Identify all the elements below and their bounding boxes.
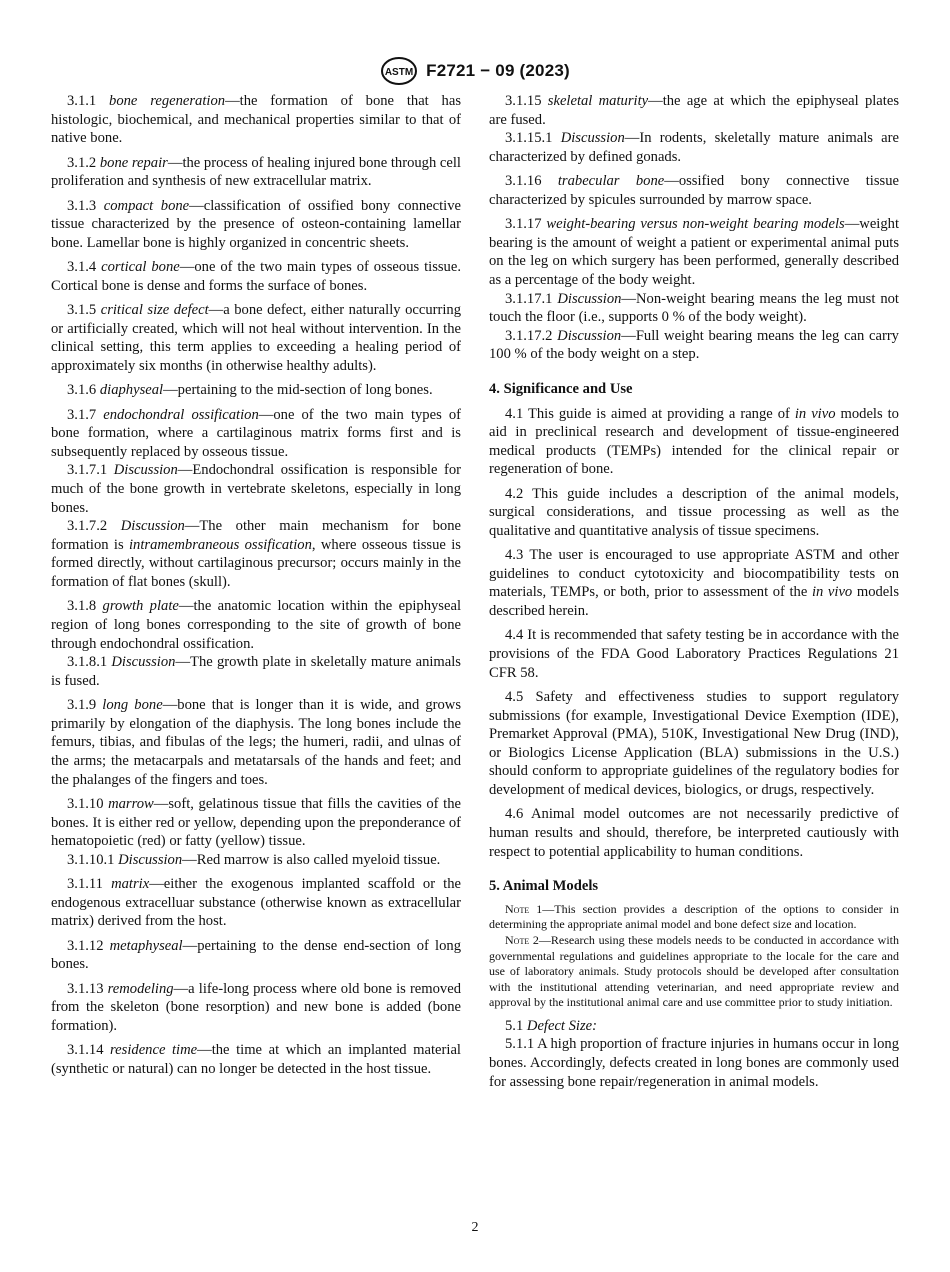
definition-3-1-8: 3.1.8 growth plate—the anatomic location within the epiphyseal region of long bones corresponding to the site of growth of bone through endochondral ossification. xyxy=(51,598,461,652)
paragraph-4-1: 4.1 This guide is aimed at providing a range of in vivo models to aid in preclinical research and development of tissue-engineered medical products (TEMPs) intended for the clinical repair or regeneration of bone. xyxy=(489,405,899,478)
page-header xyxy=(0,56,950,86)
paragraph-4-3: 4.3 The user is encouraged to use appropriate ASTM and other guidelines to conduct cytotoxicity and biocompatibility tests on materials, TEMPs, or both, prior to assessment of the in vivo models described herein. xyxy=(489,547,900,620)
section-5-heading: 5. Animal Models xyxy=(489,878,599,895)
paragraph-5-1: 5.1 Defect Size: xyxy=(505,1017,598,1034)
note-1: Note 1—This section provides a description of the options to consider in determining the appropriate animal model and bone defect size and location. xyxy=(489,901,899,932)
paragraph-5-1-1: 5.1.1 A high proportion of fracture injuries in humans occur in long bones. Accordingly, defects created in long bones are commonly used for assessing bone repair/regeneration in animal models. xyxy=(489,1036,899,1090)
definition-3-1-2: 3.1.2 bone repair—the process of healing injured bone through cell proliferation and synthesis of new extracellular matrix. xyxy=(51,154,461,190)
paragraph-4-4: 4.4 It is recommended that safety testing be in accordance with the provisions of the FDA Good Laboratory Practices Regulations 21 CFR 58. xyxy=(489,627,899,681)
definition-3-1-13: 3.1.13 remodeling—a life-long process where old bone is removed from the skeleton (bone resorption) and new bone is added (bone formation). xyxy=(51,980,461,1034)
discussion-3-1-7-1: 3.1.7.1 Discussion—Endochondral ossification is responsible for much of the bone growth in vertebrate skeletons, especially in long bones. xyxy=(51,462,461,516)
definition-3-1-3: 3.1.3 compact bone—classification of ossified bony connective tissue characterized by the presence of osteon-containing lamellar bone. Lamellar bone is highly organized in concentric sheets. xyxy=(51,197,461,251)
discussion-3-1-15-1: 3.1.15.1 Discussion—In rodents, skeletally mature animals are characterized by defined gonads. xyxy=(489,130,899,165)
paragraph-4-2: 4.2 This guide includes a description of the animal models, surgical considerations, and tissue processing as well as the qualitative and quantitative analysis of tissue specimens. xyxy=(489,485,899,539)
definition-3-1-1: 3.1.1 bone regeneration—the formation of bone that has histologic, biochemical, and mechanical properties similar to that of native bone. xyxy=(51,93,462,147)
definition-3-1-9: 3.1.9 long bone—bone that is longer than it is wide, and grows primarily by elongation of the diaphysis. The long bones include the femurs, tibias, and fibulas of the legs; the humeri, radii, and ulnas of the arms; the metacarpals and metatarsals of the hands and feet; and the phalanges of the fingers and toes. xyxy=(51,697,462,788)
definition-3-1-4: 3.1.4 cortical bone—one of the two main types of osseous tissue. Cortical bone is dense and forms the surface of bones. xyxy=(51,259,461,294)
definition-3-1-15: 3.1.15 skeletal maturity—the age at which the epiphyseal plates are fused. xyxy=(489,93,899,128)
left-column xyxy=(51,92,461,1084)
discussion-3-1-8-1: 3.1.8.1 Discussion—The growth plate in skeletally mature animals is fused. xyxy=(51,654,461,689)
definition-3-1-14: 3.1.14 residence time—the time at which an implanted material (synthetic or natural) can no longer be detected in the host tissue. xyxy=(51,1042,461,1077)
paragraph-4-6: 4.6 Animal model outcomes are not necessarily predictive of human results and should, therefore, be interpreted cautiously with respect to potential applicability to human conditions. xyxy=(489,806,899,860)
definition-3-1-16: 3.1.16 trabecular bone—ossified bony connective tissue characterized by spicules surrounded by marrow space. xyxy=(489,173,899,208)
discussion-3-1-17-2: 3.1.17.2 Discussion—Full weight bearing means the leg can carry 100 % of the body weight on a step. xyxy=(489,327,899,363)
definition-3-1-5: 3.1.5 critical size defect—a bone defect, either naturally occurring or artificially created, which will not heal without intervention. In the clinical setting, this term applies to exceeding a healing period of approximately six months (in otherwise healthy adults). xyxy=(51,302,461,374)
definition-3-1-12: 3.1.12 metaphyseal—pertaining to the dense end-section of long bones. xyxy=(51,937,461,973)
section-4-heading: 4. Significance and Use xyxy=(489,380,633,397)
definition-3-1-7: 3.1.7 endochondral ossification—one of the two main types of bone formation, where a cartilaginous matrix forms first and is subsequently replaced by osseous tissue. xyxy=(51,406,461,460)
paragraph-4-5: 4.5 Safety and effectiveness studies to support regulatory submissions (for example, Investigational Device Exemption (IDE), Premarket Approval (PMA), 510K, Investigational New Drug (IND), or Biologics License Application (BLA) submissions in the U.S.) should conform to appropriate guidelines of the regulatory bodies for development of medical devices, biologics, or drugs, respectively. xyxy=(489,689,899,798)
page-number: 2 xyxy=(471,1220,479,1235)
discussion-3-1-7-2: 3.1.7.2 Discussion—The other main mechanism for bone formation is intramembraneous ossification, where osseous tissue is formed directly, without cartilaginous precursor; occurs mainly in the formation of flat bones (skull). xyxy=(51,518,461,591)
discussion-3-1-17-1: 3.1.17.1 Discussion—Non-weight bearing means the leg must not touch the floor (i.e., supports 0 % of the body weight). xyxy=(489,290,899,326)
standard-designation: F2721 − 09 (2023) xyxy=(426,61,570,80)
note-2: Note 2—Research using these models needs to be conducted in accordance with governmental regulations and guidelines appropriate to the locale for the care and use of laboratory animals. Study protocols should be developed after consultation with the institutional attending veterinarian, and need appropriate review and approval by the institutional animal care and use committee prior to study initiation. xyxy=(489,932,899,1010)
definition-3-1-11: 3.1.11 matrix—either the exogenous implanted scaffold or the endogenous extracelluar substance (otherwise known as extracellular matrix) derived from the host. xyxy=(51,876,461,930)
definition-3-1-6: 3.1.6 diaphyseal—pertaining to the mid-section of long bones. xyxy=(67,382,433,399)
svg-text:ASTM: ASTM xyxy=(384,67,414,78)
discussion-3-1-10-1: 3.1.10.1 Discussion—Red marrow is also called myeloid tissue. xyxy=(67,851,441,868)
definition-3-1-10: 3.1.10 marrow—soft, gelatinous tissue that fills the cavities of the bones. It is either red or yellow, depending upon the preponderance of hematopoietic (red) or fatty (yellow) tissue. xyxy=(51,795,461,850)
right-column xyxy=(489,92,899,1097)
definition-3-1-17: 3.1.17 weight-bearing versus non-weight bearing models—weight bearing is the amount of weight a patient or experimental animal puts on the leg on which surgery has been performed, generally described as a percentage of the body weight. xyxy=(489,216,900,288)
astm-logo-icon xyxy=(380,56,418,86)
